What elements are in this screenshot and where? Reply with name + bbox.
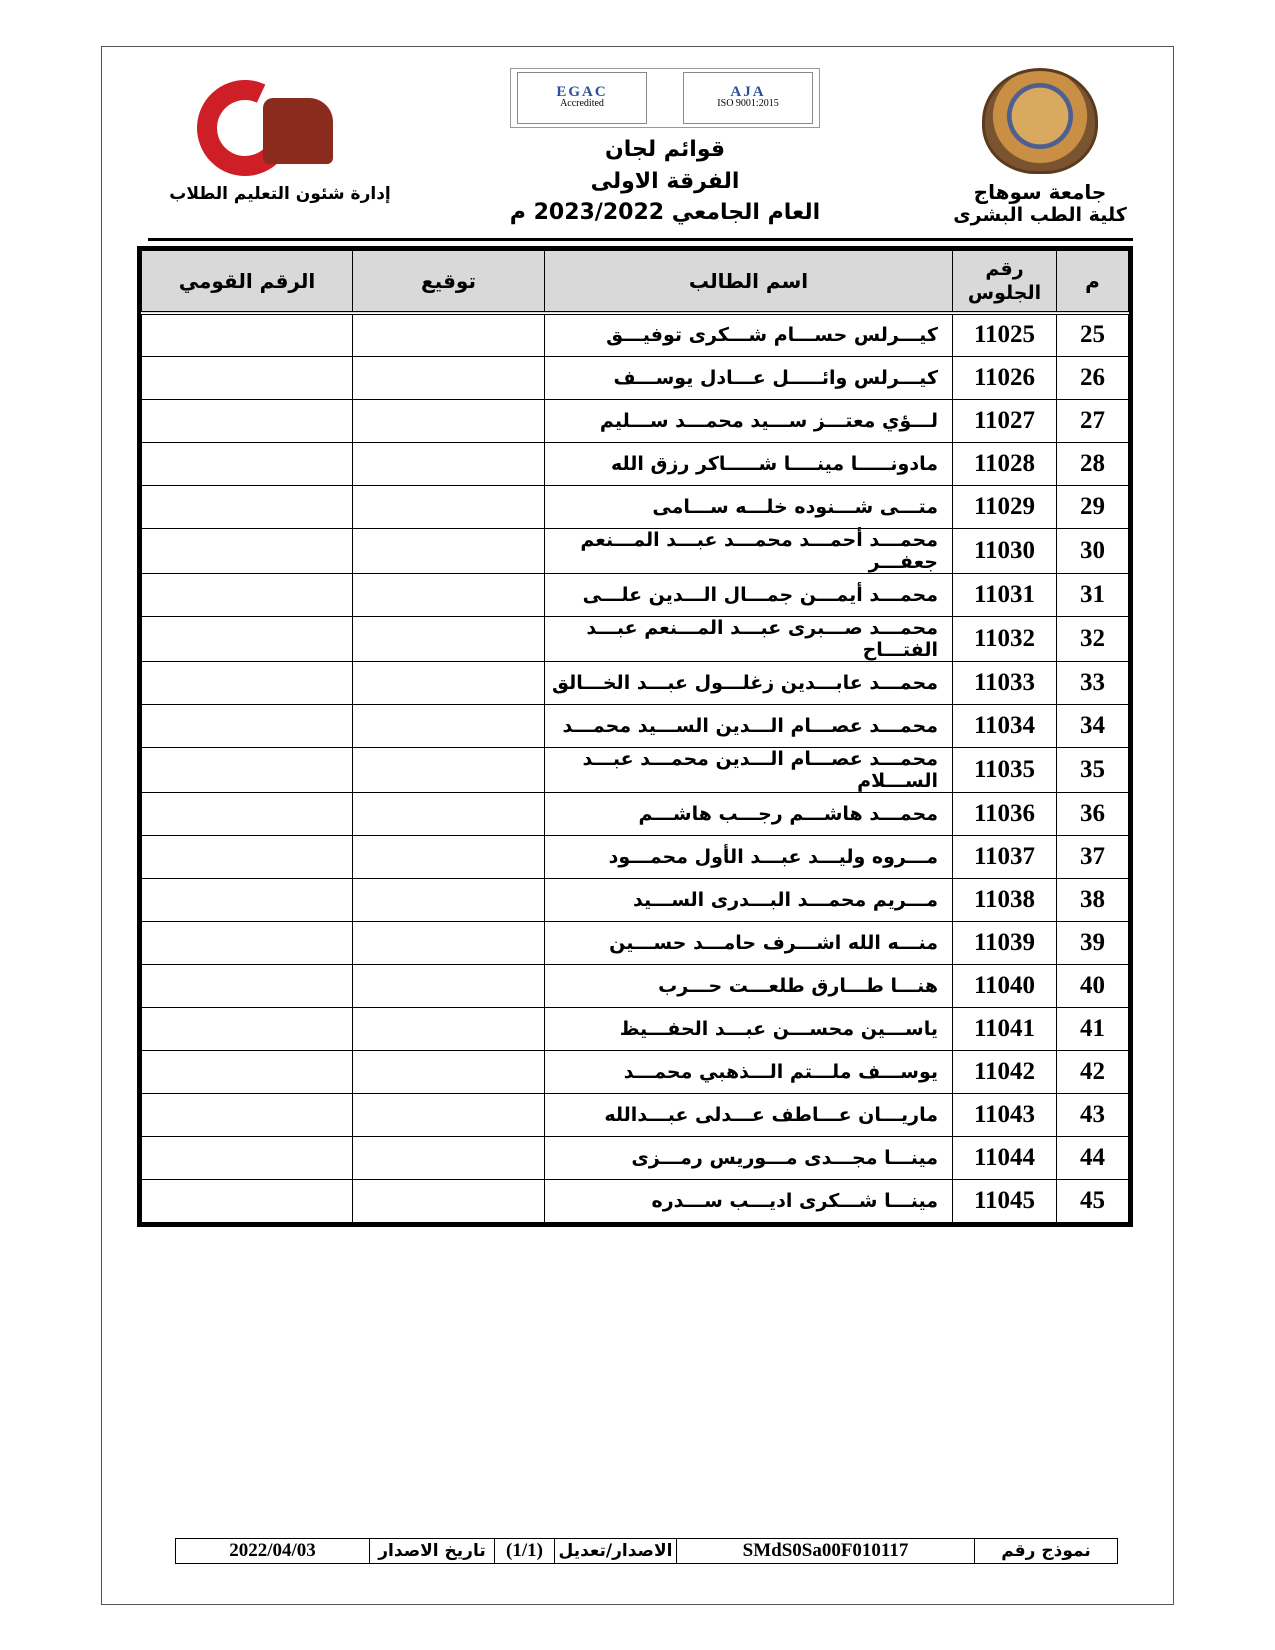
document-title: قوائم لجان bbox=[604, 137, 726, 162]
table-row bbox=[142, 704, 1129, 747]
national-id-cell bbox=[142, 1007, 353, 1050]
seat-number: 11035 bbox=[953, 747, 1057, 792]
row-number: 26 bbox=[1057, 356, 1129, 399]
table-row bbox=[142, 878, 1129, 921]
row-number: 43 bbox=[1057, 1093, 1129, 1136]
national-id-cell bbox=[142, 792, 353, 835]
academic-year: العام الجامعي 2023/2022 م bbox=[509, 200, 821, 225]
national-id-cell bbox=[142, 313, 353, 356]
table-row bbox=[142, 792, 1129, 835]
national-id-cell bbox=[142, 573, 353, 616]
signature-cell bbox=[353, 528, 545, 573]
seat-number: 11045 bbox=[953, 1179, 1057, 1222]
issue-date-value: 2022/04/03 bbox=[229, 1540, 316, 1561]
header-divider bbox=[148, 238, 1133, 241]
national-id-cell bbox=[142, 1136, 353, 1179]
department-name: إدارة شئون التعليم الطلاب bbox=[169, 184, 391, 204]
seat-number: 11033 bbox=[953, 661, 1057, 704]
table-row bbox=[142, 747, 1129, 792]
table-header-row bbox=[142, 251, 1129, 314]
national-id-cell bbox=[142, 1179, 353, 1222]
faculty-name: كلية الطب البشرى bbox=[953, 204, 1127, 226]
national-id-cell bbox=[142, 704, 353, 747]
national-id-cell bbox=[142, 528, 353, 573]
row-number: 27 bbox=[1057, 399, 1129, 442]
table-row bbox=[142, 1093, 1129, 1136]
signature-cell bbox=[353, 356, 545, 399]
signature-cell bbox=[353, 1050, 545, 1093]
seat-number: 11030 bbox=[953, 528, 1057, 573]
row-number: 29 bbox=[1057, 485, 1129, 528]
national-id-cell bbox=[142, 747, 353, 792]
row-number: 32 bbox=[1057, 616, 1129, 661]
aja-certification-logo: AJA ISO 9001:2015 bbox=[683, 72, 813, 124]
student-name: محمـــد عصـــام الـــدين الســـيد محمـــد bbox=[545, 704, 953, 747]
academic-level: الفرقة الاولى bbox=[590, 169, 740, 194]
form-code: SMdS0Sa00F010117 bbox=[676, 1539, 974, 1563]
header-seat-number: رقم الجلوس bbox=[953, 251, 1057, 314]
national-id-cell bbox=[142, 878, 353, 921]
seat-number: 11034 bbox=[953, 704, 1057, 747]
table-row bbox=[142, 356, 1129, 399]
seat-number: 11038 bbox=[953, 878, 1057, 921]
student-name: محمـــد صـــبرى عبـــد المـــنعم عبـــد الفتـــاح bbox=[545, 616, 953, 661]
signature-cell bbox=[353, 485, 545, 528]
student-name: هنـــا طـــارق طلعـــت حـــرب bbox=[545, 964, 953, 1007]
student-name: مينـــا مجـــدى مـــوريس رمـــزى bbox=[545, 1136, 953, 1179]
row-number: 39 bbox=[1057, 921, 1129, 964]
signature-cell bbox=[353, 573, 545, 616]
seat-number: 11041 bbox=[953, 1007, 1057, 1050]
signature-cell bbox=[353, 878, 545, 921]
row-number: 37 bbox=[1057, 835, 1129, 878]
national-id-cell bbox=[142, 399, 353, 442]
student-name: مادونـــــا مينــــا شـــــاكر رزق الله bbox=[545, 442, 953, 485]
student-name: كيـــرلس حســـام شـــكرى توفيـــق bbox=[545, 313, 953, 356]
seat-number: 11032 bbox=[953, 616, 1057, 661]
student-name: لـــؤي معتـــز ســـيد محمـــد ســـليم bbox=[545, 399, 953, 442]
national-id-cell bbox=[142, 356, 353, 399]
signature-cell bbox=[353, 616, 545, 661]
signature-cell bbox=[353, 921, 545, 964]
student-name: ماريـــان عـــاطف عـــدلى عبـــدالله bbox=[545, 1093, 953, 1136]
seat-number: 11042 bbox=[953, 1050, 1057, 1093]
table-row bbox=[142, 313, 1129, 356]
student-name: محمـــد أحمـــد محمـــد عبـــد المـــنعم جعفـــر bbox=[545, 528, 953, 573]
table-row bbox=[142, 1136, 1129, 1179]
student-name: محمـــد أيمـــن جمـــال الـــدين علـــى bbox=[545, 573, 953, 616]
signature-cell bbox=[353, 747, 545, 792]
seat-number: 11039 bbox=[953, 921, 1057, 964]
table-row bbox=[142, 661, 1129, 704]
signature-cell bbox=[353, 1093, 545, 1136]
seat-number: 11029 bbox=[953, 485, 1057, 528]
seat-number: 11036 bbox=[953, 792, 1057, 835]
table-row bbox=[142, 835, 1129, 878]
student-name: محمـــد عابـــدين زغلـــول عبـــد الخـــالق bbox=[545, 661, 953, 704]
table-row bbox=[142, 399, 1129, 442]
signature-cell bbox=[353, 442, 545, 485]
row-number: 38 bbox=[1057, 878, 1129, 921]
table-row bbox=[142, 442, 1129, 485]
table-row bbox=[142, 921, 1129, 964]
egac-certification-logo: EGAC Accredited bbox=[517, 72, 647, 124]
seat-number: 11037 bbox=[953, 835, 1057, 878]
seat-number: 11031 bbox=[953, 573, 1057, 616]
row-number: 45 bbox=[1057, 1179, 1129, 1222]
student-name: مينـــا شـــكرى اديـــب ســـدره bbox=[545, 1179, 953, 1222]
signature-cell bbox=[353, 1136, 545, 1179]
table-row bbox=[142, 528, 1129, 573]
table-row bbox=[142, 964, 1129, 1007]
national-id-cell bbox=[142, 485, 353, 528]
header-national-id: الرقم القومي bbox=[142, 251, 353, 314]
student-name: مـــريم محمـــد البـــدرى الســـيد bbox=[545, 878, 953, 921]
student-name: مـــروه وليـــد عبـــد الأول محمـــود bbox=[545, 835, 953, 878]
national-id-cell bbox=[142, 442, 353, 485]
signature-cell bbox=[353, 1179, 545, 1222]
seat-number: 11040 bbox=[953, 964, 1057, 1007]
national-id-cell bbox=[142, 1050, 353, 1093]
signature-cell bbox=[353, 313, 545, 356]
row-number: 42 bbox=[1057, 1050, 1129, 1093]
seat-number: 11044 bbox=[953, 1136, 1057, 1179]
title-block bbox=[500, 68, 830, 228]
row-number: 34 bbox=[1057, 704, 1129, 747]
student-name: منـــه الله اشـــرف حامـــد حســـين bbox=[545, 921, 953, 964]
student-name: يوســـف ملـــتم الـــذهبي محمـــد bbox=[545, 1050, 953, 1093]
table-row bbox=[142, 1007, 1129, 1050]
seat-number: 11027 bbox=[953, 399, 1057, 442]
row-number: 36 bbox=[1057, 792, 1129, 835]
committee-table bbox=[137, 246, 1133, 1227]
row-number: 41 bbox=[1057, 1007, 1129, 1050]
university-name: جامعة سوهاج bbox=[973, 180, 1107, 204]
faculty-logo-block bbox=[160, 76, 400, 204]
issue-date-label: تاريخ الاصدار bbox=[369, 1539, 494, 1563]
seat-number: 11028 bbox=[953, 442, 1057, 485]
edition-label: الاصدار/تعديل bbox=[554, 1539, 676, 1563]
header-m: م bbox=[1057, 251, 1129, 314]
table-row bbox=[142, 485, 1129, 528]
university-seal-logo bbox=[982, 68, 1098, 174]
table-row bbox=[142, 1179, 1129, 1222]
national-id-cell bbox=[142, 964, 353, 1007]
row-number: 30 bbox=[1057, 528, 1129, 573]
row-number: 44 bbox=[1057, 1136, 1129, 1179]
seat-number: 11026 bbox=[953, 356, 1057, 399]
student-name: محمـــد عصـــام الـــدين محمـــد عبـــد الســـلام bbox=[545, 747, 953, 792]
signature-cell bbox=[353, 399, 545, 442]
row-number: 33 bbox=[1057, 661, 1129, 704]
row-number: 28 bbox=[1057, 442, 1129, 485]
signature-cell bbox=[353, 792, 545, 835]
header-student-name: اسم الطالب bbox=[545, 251, 953, 314]
row-number: 35 bbox=[1057, 747, 1129, 792]
signature-cell bbox=[353, 1007, 545, 1050]
student-name: كيـــرلس وائـــــل عـــادل يوســـف bbox=[545, 356, 953, 399]
university-block bbox=[950, 68, 1130, 226]
table-row bbox=[142, 1050, 1129, 1093]
student-name: محمـــد هاشـــم رجـــب هاشـــم bbox=[545, 792, 953, 835]
student-name: ياســـين محســـن عبـــد الحفـــيظ bbox=[545, 1007, 953, 1050]
table-row bbox=[142, 573, 1129, 616]
student-name: متـــى شـــنوده خلـــه ســـامى bbox=[545, 485, 953, 528]
seat-number: 11025 bbox=[953, 313, 1057, 356]
faculty-of-medicine-logo bbox=[191, 76, 369, 174]
form-footer bbox=[175, 1538, 1118, 1564]
signature-cell bbox=[353, 835, 545, 878]
row-number: 40 bbox=[1057, 964, 1129, 1007]
signature-cell bbox=[353, 661, 545, 704]
form-label: نموذج رقم bbox=[974, 1539, 1117, 1563]
national-id-cell bbox=[142, 661, 353, 704]
edition-value: (1/1) bbox=[494, 1539, 554, 1563]
national-id-cell bbox=[142, 616, 353, 661]
signature-cell bbox=[353, 964, 545, 1007]
national-id-cell bbox=[142, 1093, 353, 1136]
national-id-cell bbox=[142, 921, 353, 964]
seat-number: 11043 bbox=[953, 1093, 1057, 1136]
header-signature: توقيع bbox=[353, 251, 545, 314]
table-row bbox=[142, 616, 1129, 661]
row-number: 25 bbox=[1057, 313, 1129, 356]
signature-cell bbox=[353, 704, 545, 747]
certification-logos bbox=[510, 68, 820, 128]
national-id-cell bbox=[142, 835, 353, 878]
row-number: 31 bbox=[1057, 573, 1129, 616]
